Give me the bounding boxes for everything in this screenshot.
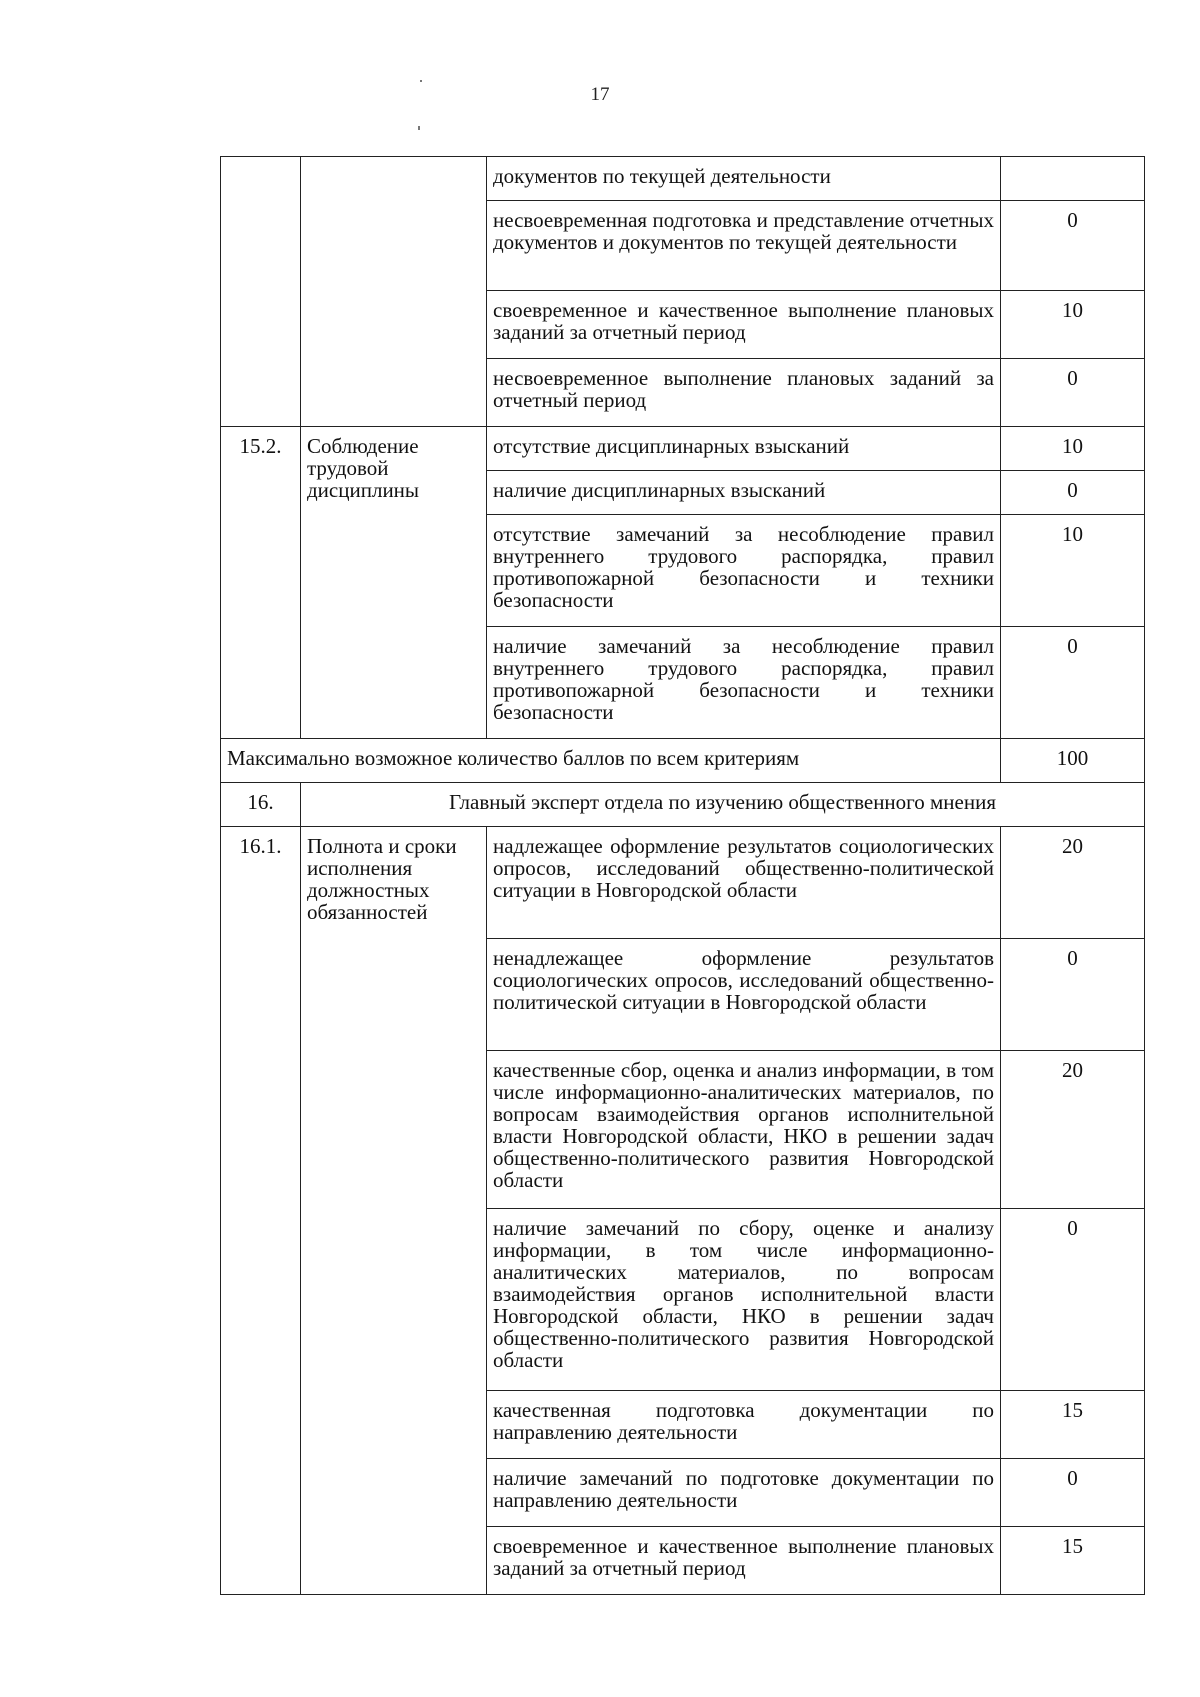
indicator-score: 10 (1001, 427, 1145, 471)
indicator-description: своевременное и качественное выполнение плановых заданий за отчетный период (487, 1527, 1001, 1595)
indicator-score: 0 (1001, 359, 1145, 427)
indicator-score: 10 (1001, 291, 1145, 359)
indicator-score: 20 (1001, 827, 1145, 939)
table-row (221, 157, 1145, 201)
indicator-description: качественная подготовка документации по направлению деятельности (487, 1391, 1001, 1459)
indicator-score: 10 (1001, 515, 1145, 627)
criterion-number: 15.2. (221, 427, 301, 739)
scan-speck (418, 126, 420, 130)
indicator-description: отсутствие дисциплинарных взысканий (487, 427, 1001, 471)
indicator-score: 20 (1001, 1051, 1145, 1209)
indicator-description: наличие замечаний за несоблюдение правил внутреннего трудового распорядка, правил противопожарной безопасности и техники безопасности (487, 627, 1001, 739)
indicator-score (1001, 157, 1145, 201)
indicator-description: надлежащее оформление результатов социологических опросов, исследований общественно-политической ситуации в Новгородской области (487, 827, 1001, 939)
criterion-name: Полнота и сроки исполнения должностных обязанностей (301, 827, 487, 1595)
total-row (221, 739, 1145, 783)
indicator-score: 0 (1001, 627, 1145, 739)
indicator-description: ненадлежащее оформление результатов социологических опросов, исследований общественно-политической ситуации в Новгородской области (487, 939, 1001, 1051)
indicator-score: 0 (1001, 201, 1145, 291)
table-row (221, 427, 1145, 471)
criterion-number-cell (221, 157, 301, 427)
criterion-name-cell (301, 157, 487, 427)
indicator-description: наличие замечаний по сбору, оценке и анализу информации, в том числе информационно-аналитических материалов, по вопросам взаимодействия органов исполнительной власти Новгородской области, НКО в решении задач общественно-политического развития Новгородской области (487, 1209, 1001, 1391)
indicator-score: 15 (1001, 1527, 1145, 1595)
indicator-description: наличие замечаний по подготовке документации по направлению деятельности (487, 1459, 1001, 1527)
indicator-description: своевременное и качественное выполнение плановых заданий за отчетный период (487, 291, 1001, 359)
indicator-description: несвоевременное выполнение плановых заданий за отчетный период (487, 359, 1001, 427)
criterion-number: 16.1. (221, 827, 301, 1595)
indicator-score: 0 (1001, 1459, 1145, 1527)
section-number: 16. (221, 783, 301, 827)
criterion-name: Соблюдение трудовой дисциплины (301, 427, 487, 739)
indicator-score: 15 (1001, 1391, 1145, 1459)
indicator-score: 0 (1001, 471, 1145, 515)
indicator-score: 0 (1001, 939, 1145, 1051)
indicator-description: качественные сбор, оценка и анализ информации, в том числе информационно-аналитических материалов, по вопросам взаимодействия органов исполнительной власти Новгородской области, НКО в решении задач общественно-политического развития Новгородской области (487, 1051, 1001, 1209)
section-title: Главный эксперт отдела по изучению общественного мнения (301, 783, 1145, 827)
total-label: Максимально возможное количество баллов по всем критериям (221, 739, 1001, 783)
criteria-table (220, 156, 1145, 1595)
indicator-score: 0 (1001, 1209, 1145, 1391)
indicator-description: документов по текущей деятельности (487, 157, 1001, 201)
indicator-description: несвоевременная подготовка и представление отчетных документов и документов по текущей деятельности (487, 201, 1001, 291)
section-row (221, 783, 1145, 827)
indicator-description: отсутствие замечаний за несоблюдение правил внутреннего трудового распорядка, правил противопожарной безопасности и техники безопасности (487, 515, 1001, 627)
scan-speck (420, 80, 422, 82)
table-row (221, 827, 1145, 939)
indicator-description: наличие дисциплинарных взысканий (487, 471, 1001, 515)
total-score: 100 (1001, 739, 1145, 783)
page-number: 17 (590, 84, 610, 105)
